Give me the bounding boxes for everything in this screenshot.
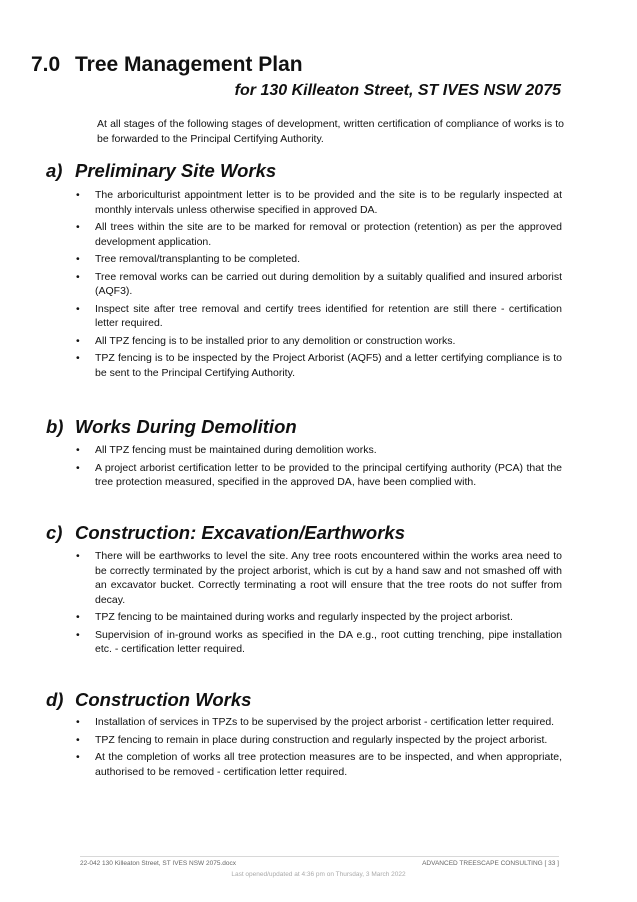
section-number: 7.0	[31, 53, 61, 76]
section-a-heading	[46, 160, 276, 182]
bullet-icon: •	[76, 751, 80, 763]
section-d-letter: d)	[46, 689, 64, 710]
list-item: • TPZ fencing to remain in place during construction and regularly inspected by the project arborist.	[76, 733, 548, 746]
section-title: Tree Management Plan	[75, 53, 303, 76]
bullet-icon: •	[76, 270, 80, 283]
list-item: • A project arborist certification letter to be provided to the principal certifying authority (PCA) that the tree protection measured, specified in the approved DA, have been complied with.	[76, 461, 562, 488]
section-b-heading	[46, 416, 297, 438]
list-item: • TPZ fencing to be maintained during works and regularly inspected by the project arborist.	[76, 611, 513, 623]
list-item: • There will be earthworks to level the site. Any tree roots encountered within the works area need to be correctly terminated by the project arborist, which is cut by a hand saw and not smashed off with an excavator bucket. Correctly terminating a root will ensure that the tree roots do not suffer from decay.	[76, 550, 562, 606]
bullet-icon: •	[76, 461, 80, 474]
list-item: • At the completion of works all tree protection measures are to be inspected, and when appropriate, authorised to be removed - certification letter required.	[76, 751, 562, 778]
list-item: • TPZ fencing is to be inspected by the Project Arborist (AQF5) and a letter certifying compliance is to be sent to the Principal Certifying Authority.	[76, 352, 562, 379]
list-item: • Inspect site after tree removal and certify trees identified for retention are still there - certification letter required.	[76, 302, 562, 329]
section-a-title: Preliminary Site Works	[75, 160, 277, 181]
section-a-letter: a)	[46, 160, 63, 181]
section-heading	[31, 53, 303, 77]
bullet-icon: •	[76, 221, 80, 233]
bullet-icon: •	[76, 611, 80, 623]
section-b-title: Works During Demolition	[75, 416, 297, 437]
section-d-title: Construction Works	[75, 689, 252, 710]
section-c-letter: c)	[46, 522, 63, 543]
section-c-list	[0, 549, 562, 660]
bullet-icon: •	[76, 550, 80, 562]
footer-filename: 22-042 130 Killeaton Street, ST IVES NSW 2075.docx	[80, 860, 236, 867]
section-d-heading	[46, 689, 251, 711]
section-b-letter: b)	[46, 416, 64, 437]
bullet-icon: •	[76, 189, 80, 201]
intro-paragraph: At all stages of the following stages of development, written certification of compliance of works is to be forwarded to the Principal Certifying Authority.	[97, 118, 564, 145]
footer-timestamp: Last opened/updated at 4:36 pm on Thursday, 3 March 2022	[231, 871, 406, 878]
list-item: • The arboriculturist appointment letter is to be provided and the site is to be regularly inspected at monthly intervals unless otherwise specified in approved DA.	[76, 189, 562, 216]
section-d-list	[0, 715, 562, 782]
property-subtitle: for 130 Killeaton Street, ST IVES NSW 2075	[234, 82, 561, 99]
bullet-icon: •	[76, 334, 80, 347]
list-item: • Tree removal works can be carried out during demolition by a suitably qualified and insured arborist (AQF3).	[76, 270, 562, 297]
page-footer	[80, 856, 559, 867]
list-item: • Installation of services in TPZs to be supervised by the project arborist - certification letter required.	[76, 716, 555, 728]
list-item: • Supervision of in-ground works as specified in the DA e.g., root cutting trenching, pipe installation etc. - certification letter required.	[76, 628, 562, 655]
section-b-list	[0, 443, 562, 493]
footer-company-page: ADVANCED TREESCAPE CONSULTING [ 33 ]	[422, 860, 559, 867]
list-item: • All TPZ fencing is to be installed prior to any demolition or construction works.	[76, 334, 456, 347]
bullet-icon: •	[76, 253, 80, 265]
section-c-heading	[46, 522, 405, 544]
list-item: • Tree removal/transplanting to be completed.	[76, 253, 301, 265]
section-a-list	[0, 188, 562, 383]
bullet-icon: •	[76, 716, 80, 728]
bullet-icon: •	[76, 352, 80, 364]
bullet-icon: •	[76, 302, 80, 315]
bullet-icon: •	[76, 444, 80, 456]
bullet-icon: •	[76, 628, 80, 641]
section-c-title: Construction: Excavation/Earthworks	[75, 522, 405, 543]
list-item: • All TPZ fencing must be maintained during demolition works.	[76, 444, 377, 456]
bullet-icon: •	[76, 733, 80, 746]
list-item: • All trees within the site are to be marked for removal or protection (retention) as per the approved development application.	[76, 221, 562, 248]
